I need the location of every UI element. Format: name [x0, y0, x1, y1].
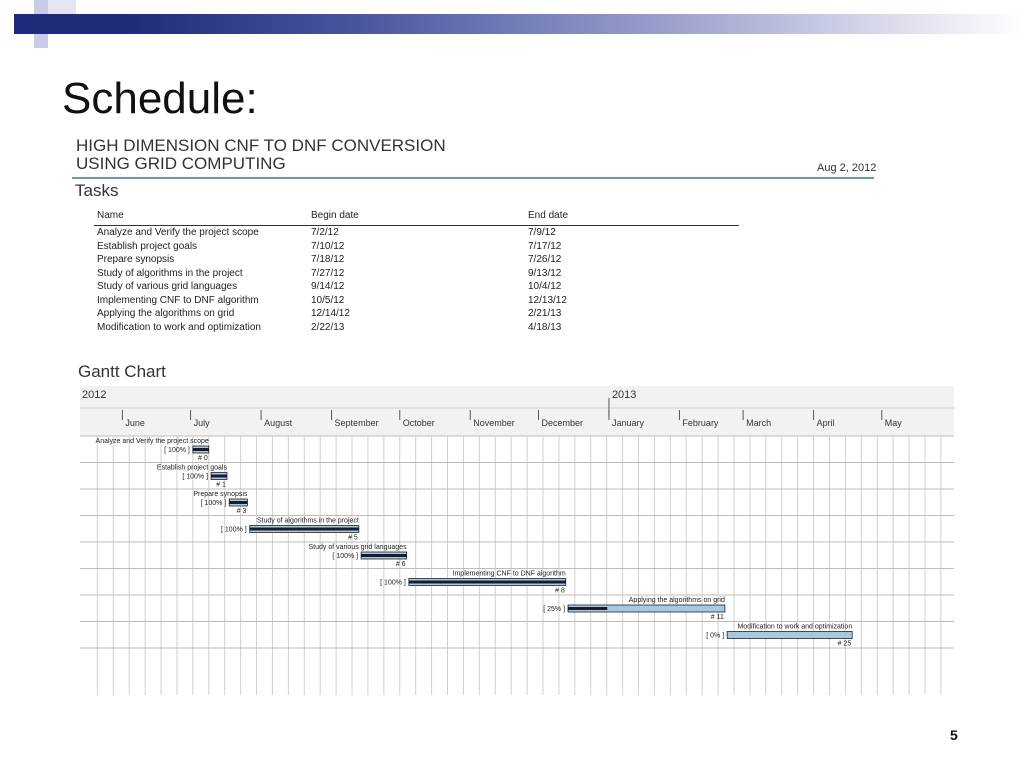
task-name-label: Modification to work and optimization	[737, 623, 853, 631]
month-label: April	[816, 418, 835, 428]
task-end: 7/17/12	[528, 241, 562, 252]
task-progress-bar	[409, 581, 566, 584]
task-begin: 9/14/12	[311, 281, 345, 292]
task-progress-bar	[211, 475, 227, 478]
table-row	[94, 322, 739, 336]
task-id-label: # 6	[395, 561, 406, 568]
gantt-header-bg	[80, 386, 954, 436]
task-name-label: Study of various grid languages	[308, 544, 407, 551]
task-begin: 7/10/12	[311, 241, 345, 252]
task-begin: 7/2/12	[311, 227, 339, 238]
header-name: Name	[97, 210, 124, 221]
month-label: May	[884, 418, 902, 428]
task-id-label: # 8	[555, 587, 565, 595]
gantt-svg	[80, 386, 954, 695]
header-band	[0, 14, 1024, 34]
task-name: Study of algorithms in the project	[97, 268, 243, 279]
task-begin: 7/27/12	[311, 268, 345, 279]
task-end: 2/21/13	[528, 308, 562, 319]
month-label: September	[334, 418, 379, 428]
year-label: 2012	[82, 389, 107, 401]
task-end: 7/9/12	[528, 227, 556, 238]
project-date: Aug 2, 2012	[817, 162, 877, 174]
table-row	[94, 241, 739, 255]
slide-title: Schedule:	[62, 74, 258, 123]
decor-square-light	[34, 34, 48, 48]
month-label: June	[125, 418, 145, 428]
month-label: December	[541, 418, 583, 428]
table-row	[94, 254, 739, 268]
task-name-label: Analyze and Verify the project scope	[95, 438, 209, 445]
task-id-label: # 0	[198, 455, 208, 462]
task-name: Establish project goals	[97, 241, 198, 252]
project-title-line2: USING GRID COMPUTING	[76, 154, 286, 173]
decor-square-dark	[14, 14, 34, 34]
month-label: February	[682, 418, 719, 428]
header-underline	[94, 225, 739, 226]
task-begin: 12/14/12	[311, 308, 350, 319]
table-row	[94, 268, 739, 282]
task-end: 12/13/12	[528, 295, 567, 306]
task-name: Analyze and Verify the project scope	[97, 227, 259, 238]
month-label: November	[473, 418, 515, 428]
task-id-label: # 3	[236, 508, 247, 515]
gantt-section-title: Gantt Chart	[78, 362, 166, 381]
task-end: 7/26/12	[528, 254, 562, 265]
task-progress-bar	[250, 528, 359, 531]
month-label: October	[402, 418, 435, 428]
task-progress-bar	[361, 554, 406, 557]
tasks-section-title: Tasks	[75, 181, 119, 200]
task-begin: 10/5/12	[311, 295, 345, 306]
task-progress-label: [ 25% ]	[543, 606, 566, 613]
decor-square-light	[34, 0, 48, 14]
year-label: 2013	[611, 389, 637, 401]
gantt-chart	[80, 386, 954, 695]
task-name-label: Applying the algorithms on grid	[628, 597, 725, 604]
task-progress-label: [ 100% ]	[332, 553, 359, 560]
task-name: Study of various grid languages	[97, 281, 238, 292]
task-progress-label: [ 100% ]	[221, 526, 247, 534]
task-id-label: # 1	[216, 481, 226, 489]
task-name: Modification to work and optimization	[97, 322, 261, 333]
task-end: 9/13/12	[528, 268, 562, 279]
table-row	[94, 295, 739, 309]
task-name: Implementing CNF to DNF algorithm	[97, 295, 259, 306]
task-end: 4/18/13	[528, 322, 562, 333]
task-name-label: Establish project goals	[156, 464, 227, 472]
task-name: Prepare synopsis	[97, 254, 175, 265]
slide-number: 5	[950, 727, 958, 743]
task-id-label: # 5	[348, 534, 358, 542]
task-begin: 7/18/12	[311, 254, 345, 265]
month-label: January	[611, 418, 644, 428]
task-name-label: Study of algorithms in the project	[256, 517, 359, 525]
task-progress-label: [ 0% ]	[706, 632, 725, 640]
task-progress-label: [ 100% ]	[164, 447, 190, 454]
task-bar	[727, 632, 852, 639]
header-begin-date: Begin date	[311, 210, 359, 221]
task-progress-label: [ 100% ]	[200, 500, 227, 507]
table-row	[94, 308, 739, 322]
task-progress-label: [ 100% ]	[380, 579, 406, 587]
task-end: 10/4/12	[528, 281, 562, 292]
table-row	[94, 227, 739, 241]
month-label: August	[264, 418, 293, 428]
decor-square-white	[0, 14, 14, 34]
table-row	[94, 281, 739, 295]
header-end-date: End date	[528, 210, 569, 221]
task-id-label: # 25	[837, 640, 852, 648]
decor-square-light	[48, 0, 76, 14]
task-name-label: Implementing CNF to DNF algorithm	[452, 570, 566, 578]
task-name: Applying the algorithms on grid	[97, 308, 235, 319]
task-id-label: # 11	[710, 614, 724, 621]
task-progress-bar	[193, 448, 209, 451]
project-title-line1: HIGH DIMENSION CNF TO DNF CONVERSION	[76, 136, 446, 155]
project-title	[76, 137, 446, 173]
task-name-label: Prepare synopsis	[193, 491, 248, 498]
task-progress-bar	[229, 501, 247, 504]
task-begin: 2/22/13	[311, 322, 345, 333]
month-label: March	[746, 418, 772, 428]
tasks-header-row	[94, 210, 739, 224]
task-progress-bar	[568, 607, 607, 610]
month-label: July	[193, 418, 210, 428]
header-divider	[72, 177, 874, 179]
task-progress-label: [ 100% ]	[182, 473, 209, 481]
